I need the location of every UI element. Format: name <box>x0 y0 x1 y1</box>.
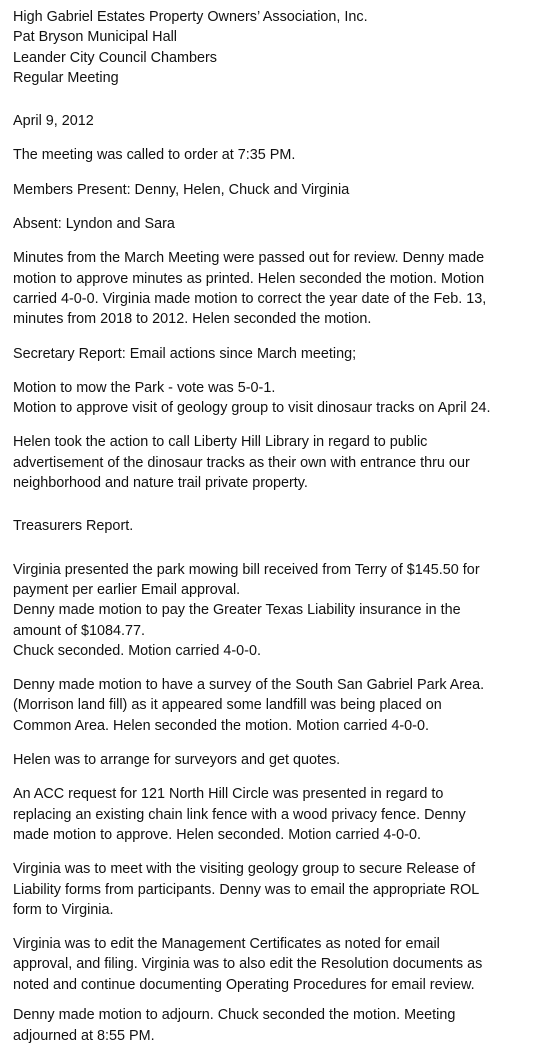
paragraph-line: Secretary Report: Email actions since March meeting; <box>13 345 357 362</box>
paragraph-line: Liability forms from participants. Denny was to email the appropriate ROL <box>13 881 480 898</box>
members-present-paragraph <box>13 180 535 200</box>
meeting-date-text: April 9, 2012 <box>13 113 94 130</box>
paragraph-line: Absent: Lyndon and Sara <box>13 216 175 233</box>
paragraph-line: Chuck seconded. Motion carried 4-0-0. <box>13 642 261 659</box>
paragraph-line: (Morrison land fill) as it appeared some landfill was being placed on <box>13 697 442 714</box>
paragraph-line: Virginia presented the park mowing bill received from Terry of $145.50 for <box>13 561 480 578</box>
paragraph-line: neighborhood and nature trail private property. <box>13 475 308 492</box>
organization-name: High Gabriel Estates Property Owners’ Association, Inc. <box>13 9 368 25</box>
surveyors-paragraph <box>13 750 535 770</box>
meeting-type: Regular Meeting <box>13 69 119 86</box>
adjournment-paragraph <box>13 1005 535 1046</box>
secretary-report-paragraph <box>13 344 535 364</box>
paragraph-line: amount of $1084.77. <box>13 622 146 639</box>
call-to-order-paragraph <box>13 145 535 165</box>
treasurers-report-heading <box>13 516 535 536</box>
paragraph-line: approval, and filing. Virginia was to also edit the Resolution documents as <box>13 956 483 973</box>
absent-paragraph <box>13 214 535 234</box>
paragraph-line: payment per earlier Email approval. <box>13 581 241 598</box>
paragraph-line: Virginia was to edit the Management Certificates as noted for email <box>13 936 440 953</box>
document-header <box>13 7 535 88</box>
meeting-minutes-document <box>13 7 535 1046</box>
geology-group-paragraph <box>13 859 535 920</box>
paragraph-line: minutes from 2018 to 2012. Helen seconded the motion. <box>13 311 372 328</box>
paragraph-line: Treasurers Report. <box>13 518 134 535</box>
paragraph-line: Helen was to arrange for surveyors and get quotes. <box>13 752 341 769</box>
paragraph-line: Motion to mow the Park - vote was 5-0-1. <box>13 379 276 396</box>
paragraph-line: Helen took the action to call Liberty Hill Library in regard to public <box>13 434 428 451</box>
acc-request-paragraph <box>13 784 535 845</box>
paragraph-line: Virginia was to meet with the visiting geology group to secure Release of <box>13 861 476 878</box>
paragraph-line: made motion to approve. Helen seconded. Motion carried 4-0-0. <box>13 826 421 843</box>
venue-room: Leander City Council Chambers <box>13 49 217 66</box>
paragraph-line: form to Virginia. <box>13 901 114 918</box>
paragraph-line: Minutes from the March Meeting were passed out for review. Denny made <box>13 250 485 267</box>
paragraph-line: motion to approve minutes as printed. Helen seconded the motion. Motion <box>13 270 485 287</box>
paragraph-line: adjourned at 8:55 PM. <box>13 1027 155 1044</box>
paragraph-line: Members Present: Denny, Helen, Chuck and Virginia <box>13 181 350 198</box>
paragraph-line: Common Area. Helen seconded the motion. Motion carried 4-0-0. <box>13 717 429 734</box>
paragraph-line: Denny made motion to pay the Greater Texas Liability insurance in the <box>13 602 461 619</box>
venue-name: Pat Bryson Municipal Hall <box>13 29 177 46</box>
minutes-review-paragraph <box>13 248 535 329</box>
paragraph-line: replacing an existing chain link fence with a wood privacy fence. Denny <box>13 806 466 823</box>
library-action-paragraph <box>13 432 535 493</box>
paragraph-line: carried 4-0-0. Virginia made motion to correct the year date of the Feb. 13, <box>13 290 487 307</box>
paragraph-line: advertisement of the dinosaur tracks as their own with entrance thru our <box>13 454 470 471</box>
meeting-date <box>13 111 535 131</box>
paragraph-line: Denny made motion to have a survey of the South San Gabriel Park Area. <box>13 677 485 694</box>
paragraph-line: An ACC request for 121 North Hill Circle was presented in regard to <box>13 786 444 803</box>
survey-motion-paragraph <box>13 675 535 736</box>
email-motions-paragraph <box>13 378 535 419</box>
paragraph-line: Denny made motion to adjourn. Chuck seconded the motion. Meeting <box>13 1007 456 1024</box>
paragraph-line: The meeting was called to order at 7:35 PM. <box>13 147 296 164</box>
paragraph-line: noted and continue documenting Operating Procedures for email review. <box>13 976 475 993</box>
treasurers-report-paragraph <box>13 560 535 661</box>
paragraph-line: Motion to approve visit of geology group to visit dinosaur tracks on April 24. <box>13 400 491 417</box>
management-certificates-paragraph <box>13 934 535 995</box>
